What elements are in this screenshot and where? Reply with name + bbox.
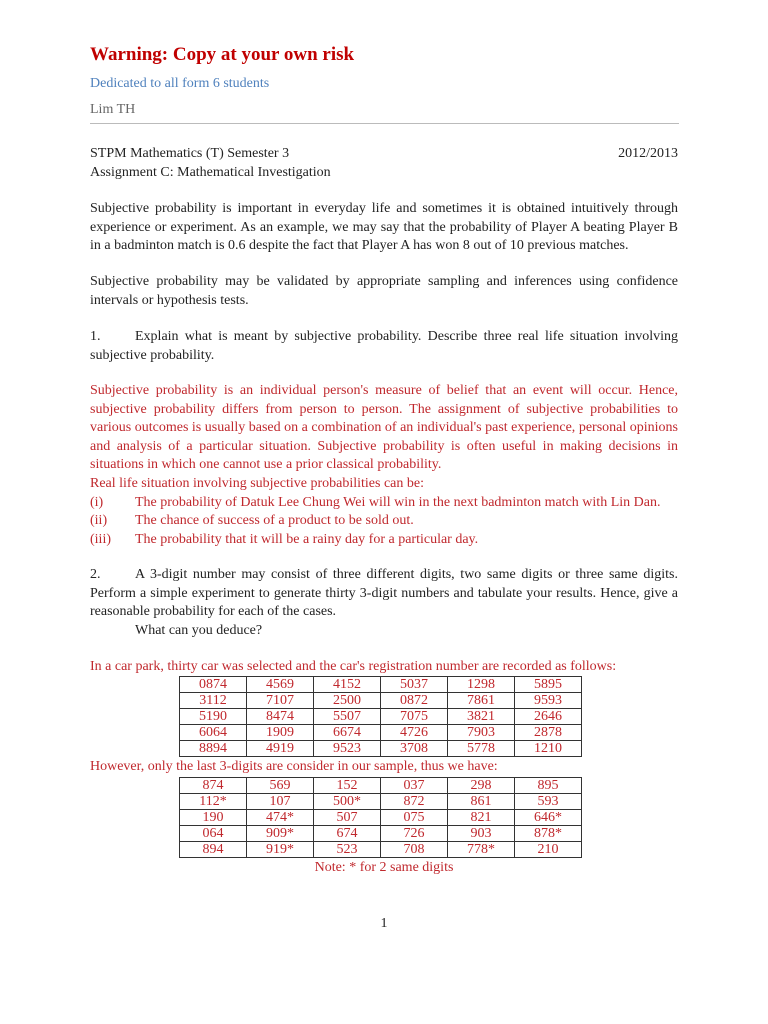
table-cell: 152 (314, 778, 381, 794)
table-cell: 107 (247, 794, 314, 810)
table-cell: 3708 (381, 741, 448, 757)
item-number: (iii) (90, 531, 111, 547)
table-cell: 507 (314, 810, 381, 826)
table-cell: 037 (381, 778, 448, 794)
question-1 (90, 328, 678, 365)
table-cell: 919* (247, 842, 314, 858)
table-cell: 646* (515, 810, 582, 826)
table-cell: 075 (381, 810, 448, 826)
table-cell: 1210 (515, 741, 582, 757)
question-2 (90, 566, 678, 640)
table-cell: 903 (448, 826, 515, 842)
dedication: Dedicated to all form 6 students (90, 76, 270, 91)
answer-text: Subjective probability is an individual person's measure of belief that an event will occur. Hence, subjective probability differs from person to person. The assignment of subjective probabilities to various outcomes is usually based on a combination of an individual's past experience, personal opinions and analysis of a particular situation. Subjective probability is often useful in making decisions in situations in which one cannot use a prior classical probability. (90, 383, 678, 473)
table-note: Note: * for 2 same digits (314, 860, 454, 875)
table-cell: 064 (180, 826, 247, 842)
item-text: The probability that it will be a rainy day for a particular day. (135, 531, 479, 547)
question-text: A 3-digit number may consist of three different digits, two same digits or three same digits. Perform a simple experiment to generate thirty 3-digit numbers and tabulate your results. Hence, give a reasonable probability for each of the cases. (90, 567, 678, 620)
course-year: 2012/2013 (618, 146, 678, 161)
table-cell: 874 (180, 778, 247, 794)
question-text: Explain what is meant by subjective probability. Describe three real life situation involving subjective probability. (90, 329, 678, 363)
table-row (180, 677, 582, 693)
question-number: 1. (90, 329, 101, 344)
table-cell: 821 (448, 810, 515, 826)
table-cell: 5190 (180, 709, 247, 725)
table-cell: 500* (314, 794, 381, 810)
table-cell: 895 (515, 778, 582, 794)
list-item (90, 531, 678, 550)
course-title: STPM Mathematics (T) Semester 3 (90, 146, 290, 161)
table-cell: 210 (515, 842, 582, 858)
answer-lead: Real life situation involving subjective probabilities can be: (90, 475, 424, 491)
table-cell: 909* (247, 826, 314, 842)
table-cell: 894 (180, 842, 247, 858)
table-cell: 1909 (247, 725, 314, 741)
table-cell: 861 (448, 794, 515, 810)
page-number: 1 (380, 916, 388, 931)
registration-table (179, 676, 582, 757)
table-cell: 0874 (180, 677, 247, 693)
table-cell: 726 (381, 826, 448, 842)
table-cell: 523 (314, 842, 381, 858)
item-text: The probability of Datuk Lee Chung Wei will win in the next badminton match with Lin Dan. (135, 494, 661, 510)
table-cell: 708 (381, 842, 448, 858)
table-cell: 7903 (448, 725, 515, 741)
table-cell: 6064 (180, 725, 247, 741)
assignment-title: Assignment C: Mathematical Investigation (90, 164, 331, 180)
table-row (180, 842, 582, 858)
table-cell: 5778 (448, 741, 515, 757)
table-cell: 4569 (247, 677, 314, 693)
table-cell: 5895 (515, 677, 582, 693)
divider (90, 123, 679, 124)
table-cell: 9593 (515, 693, 582, 709)
table-cell: 5037 (381, 677, 448, 693)
table-cell: 569 (247, 778, 314, 794)
course-header (90, 145, 678, 182)
table-cell: 2646 (515, 709, 582, 725)
table-row (180, 725, 582, 741)
table-cell: 878* (515, 826, 582, 842)
table-cell: 4152 (314, 677, 381, 693)
table-cell: 7107 (247, 693, 314, 709)
item-number: (i) (90, 494, 104, 510)
question-subtext: What can you deduce? (135, 622, 263, 638)
table-cell: 8474 (247, 709, 314, 725)
table-row (180, 778, 582, 794)
table-cell: 2500 (314, 693, 381, 709)
table-cell: 4726 (381, 725, 448, 741)
question-number: 2. (90, 567, 101, 582)
warning-heading: Warning: Copy at your own risk (90, 44, 355, 65)
item-text: The chance of success of a product to be sold out. (135, 513, 414, 529)
table-cell: 593 (515, 794, 582, 810)
table-row (180, 826, 582, 842)
table-cell: 298 (448, 778, 515, 794)
table-cell: 6674 (314, 725, 381, 741)
author: Lim TH (90, 102, 136, 117)
intro-paragraph-2: Subjective probability may be validated by appropriate sampling and inferences using confidence intervals or hypothesis tests. (90, 274, 678, 308)
table-cell: 0872 (381, 693, 448, 709)
table-cell: 4919 (247, 741, 314, 757)
intro-paragraph-1: Subjective probability is important in everyday life and sometimes it is obtained intuitively through experience or experiment. As an example, we may say that the probability of Player A beating Player B in a badminton match is 0.6 despite the fact that Player A has won 8 out of 10 previous matches. (90, 201, 678, 254)
table-cell: 1298 (448, 677, 515, 693)
table-row (180, 794, 582, 810)
table-cell: 3112 (180, 693, 247, 709)
table-cell: 872 (381, 794, 448, 810)
answer-1 (90, 382, 678, 549)
table-row (180, 810, 582, 826)
sample-table (179, 777, 582, 858)
table-cell: 9523 (314, 741, 381, 757)
table-row (180, 709, 582, 725)
table-cell: 8894 (180, 741, 247, 757)
answer-2-mid: However, only the last 3-digits are consider in our sample, thus we have: (90, 759, 498, 774)
table-cell: 2878 (515, 725, 582, 741)
table-cell: 3821 (448, 709, 515, 725)
table-cell: 7075 (381, 709, 448, 725)
table-cell: 5507 (314, 709, 381, 725)
item-number: (ii) (90, 513, 108, 529)
table-cell: 474* (247, 810, 314, 826)
table-cell: 778* (448, 842, 515, 858)
table-cell: 112* (180, 794, 247, 810)
table-cell: 674 (314, 826, 381, 842)
list-item (90, 512, 678, 531)
table-row (180, 693, 582, 709)
answer-2-lead: In a car park, thirty car was selected and the car's registration number are recorded as follows: (90, 659, 617, 674)
table-cell: 7861 (448, 693, 515, 709)
table-row (180, 741, 582, 757)
table-cell: 190 (180, 810, 247, 826)
list-item (90, 494, 678, 513)
